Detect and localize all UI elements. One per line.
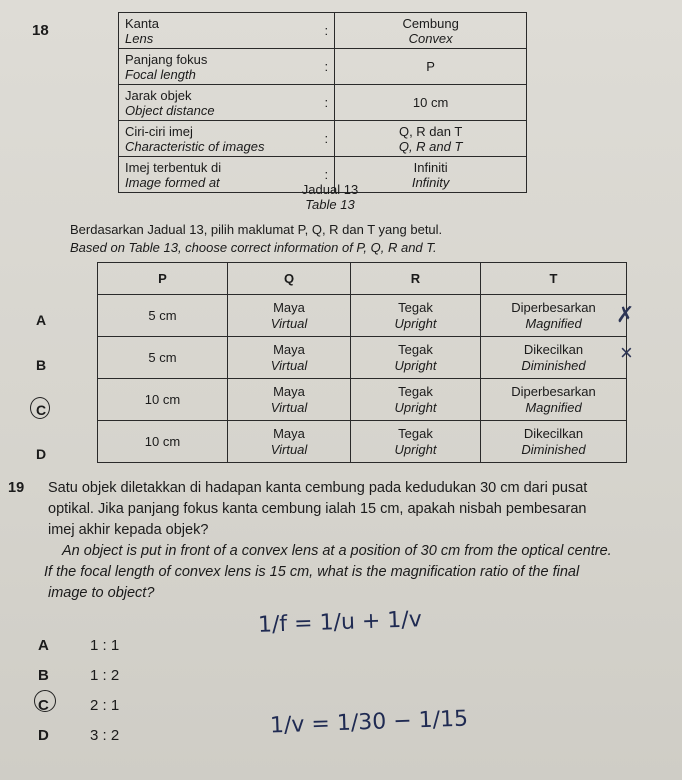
options-table [97,262,627,463]
instruction-ms: Berdasarkan Jadual 13, pilih maklumat P, Q, R dan T yang betul. [70,222,443,237]
option-row-d[interactable] [98,421,627,463]
value-ms: 10 cm [412,95,449,110]
option-q [228,337,351,379]
question-18-number: 18 [32,22,49,39]
q19-en-line-2: If the focal length of convex lens is 15 cm, what is the magnification ratio of the final [44,564,580,580]
option-letter-a[interactable]: A [36,312,47,328]
row-colon: : [319,85,335,121]
row-label [119,13,319,49]
table-13-row [119,85,527,121]
caption-ms: Jadual 13 [301,182,359,197]
option-letter-d[interactable]: D [36,446,47,462]
row-value [335,85,527,121]
t-ms: Dikecilkan [523,425,584,441]
q-en: Virtual [270,357,308,373]
instruction-en: Based on Table 13, choose correct information of P, Q, R and T. [70,240,437,255]
value-en: Convex [408,30,453,46]
t-en: Magnified [525,315,582,331]
r-en: Upright [394,441,437,457]
t-ms: Diperbesarkan [511,383,596,399]
q-ms: Maya [273,383,305,399]
circle-option-c [30,397,50,419]
cross-mark-a: ✗ [616,302,635,327]
q-en: Virtual [270,315,308,331]
q-en: Virtual [270,441,308,457]
label-ms: Imej terbentuk di [125,159,222,175]
options-header-t: T [481,263,627,295]
r-ms: Tegak [398,383,433,399]
q-en: Virtual [270,399,308,415]
question-19-number: 19 [8,480,25,496]
option-p: 10 cm [98,421,228,463]
option-r [351,295,481,337]
q19-ms-line-2: optikal. Jika panjang fokus kanta cembung ialah 15 cm, apakah nisbah pembesaran [48,501,587,517]
q19-ms-line-3: imej akhir kepada objek? [48,522,209,538]
label-en: Characteristic of images [125,138,265,154]
row-colon: : [319,13,335,49]
row-label [119,85,319,121]
table-13-caption [250,182,410,212]
label-ms: Jarak objek [125,87,192,103]
label-en: Lens [125,30,154,46]
option-r [351,421,481,463]
circle-choice-c [34,690,56,712]
option-p: 10 cm [98,379,228,421]
row-colon: : [319,49,335,85]
row-value [335,121,527,157]
choice-value-c[interactable]: 2 : 1 [90,697,120,714]
row-value [335,49,527,85]
value-en: Q, R and T [398,138,463,154]
q19-ms-line-1: Satu objek diletakkan di hadapan kanta cembung pada kedudukan 30 cm dari pusat [48,480,588,496]
choice-letter-d[interactable]: D [38,727,49,744]
option-letter-b[interactable]: B [36,357,47,373]
r-ms: Tegak [398,299,433,315]
option-row-c[interactable] [98,379,627,421]
choice-letter-a[interactable]: A [38,637,49,654]
option-r [351,337,481,379]
option-r [351,379,481,421]
option-t [481,421,627,463]
t-en: Diminished [521,441,586,457]
label-en: Focal length [125,66,196,82]
option-t [481,337,627,379]
row-label [119,49,319,85]
handwriting-substitution: 1/v = 1/30 − 1/15 [269,706,469,739]
caption-en: Table 13 [305,197,355,212]
label-en: Image formed at [125,174,220,190]
options-header-p: P [98,263,228,295]
option-q [228,295,351,337]
option-p: 5 cm [98,295,228,337]
table-13 [118,12,527,193]
choice-value-a[interactable]: 1 : 1 [90,637,120,654]
label-ms: Ciri-ciri imej [125,123,193,139]
t-ms: Diperbesarkan [511,299,596,315]
option-letter-c[interactable]: C [36,402,47,418]
row-label [119,121,319,157]
option-row-a[interactable] [98,295,627,337]
handwriting-lens-formula: 1/f = 1/u + 1/v [257,607,423,638]
value-ms: P [426,59,435,74]
r-ms: Tegak [398,425,433,441]
option-row-b[interactable] [98,337,627,379]
row-colon: : [319,157,335,193]
options-header-r: R [351,263,481,295]
r-en: Upright [394,357,437,373]
option-t [481,295,627,337]
option-q [228,421,351,463]
label-en: Object distance [125,102,215,118]
t-en: Magnified [525,399,582,415]
option-t [481,379,627,421]
r-en: Upright [394,315,437,331]
value-ms: Q, R dan T [398,123,463,139]
choice-value-b[interactable]: 1 : 2 [90,667,120,684]
row-colon: : [319,121,335,157]
value-en: Infinity [411,174,450,190]
table-13-row [119,13,527,49]
q-ms: Maya [273,341,305,357]
question-19-text [44,478,678,604]
value-ms: Cembung [402,15,459,31]
q-ms: Maya [273,425,305,441]
cross-mark-b: × [620,340,633,365]
t-ms: Dikecilkan [523,341,584,357]
t-en: Diminished [521,357,586,373]
option-p: 5 cm [98,337,228,379]
q19-en-line-3: image to object? [48,585,155,601]
r-en: Upright [394,399,437,415]
row-value [335,13,527,49]
choice-letter-c[interactable]: C [38,697,49,714]
table-13-row [119,49,527,85]
q-ms: Maya [273,299,305,315]
choice-letter-b[interactable]: B [38,667,49,684]
label-ms: Panjang fokus [125,51,208,67]
option-q [228,379,351,421]
value-ms: Infiniti [413,159,448,175]
label-ms: Kanta [125,15,159,31]
table-13-row [119,121,527,157]
q19-en-line-1: An object is put in front of a convex lens at a position of 30 cm from the optical centre. [62,543,612,559]
choice-value-d[interactable]: 3 : 2 [90,727,120,744]
options-header-q: Q [228,263,351,295]
r-ms: Tegak [398,341,433,357]
